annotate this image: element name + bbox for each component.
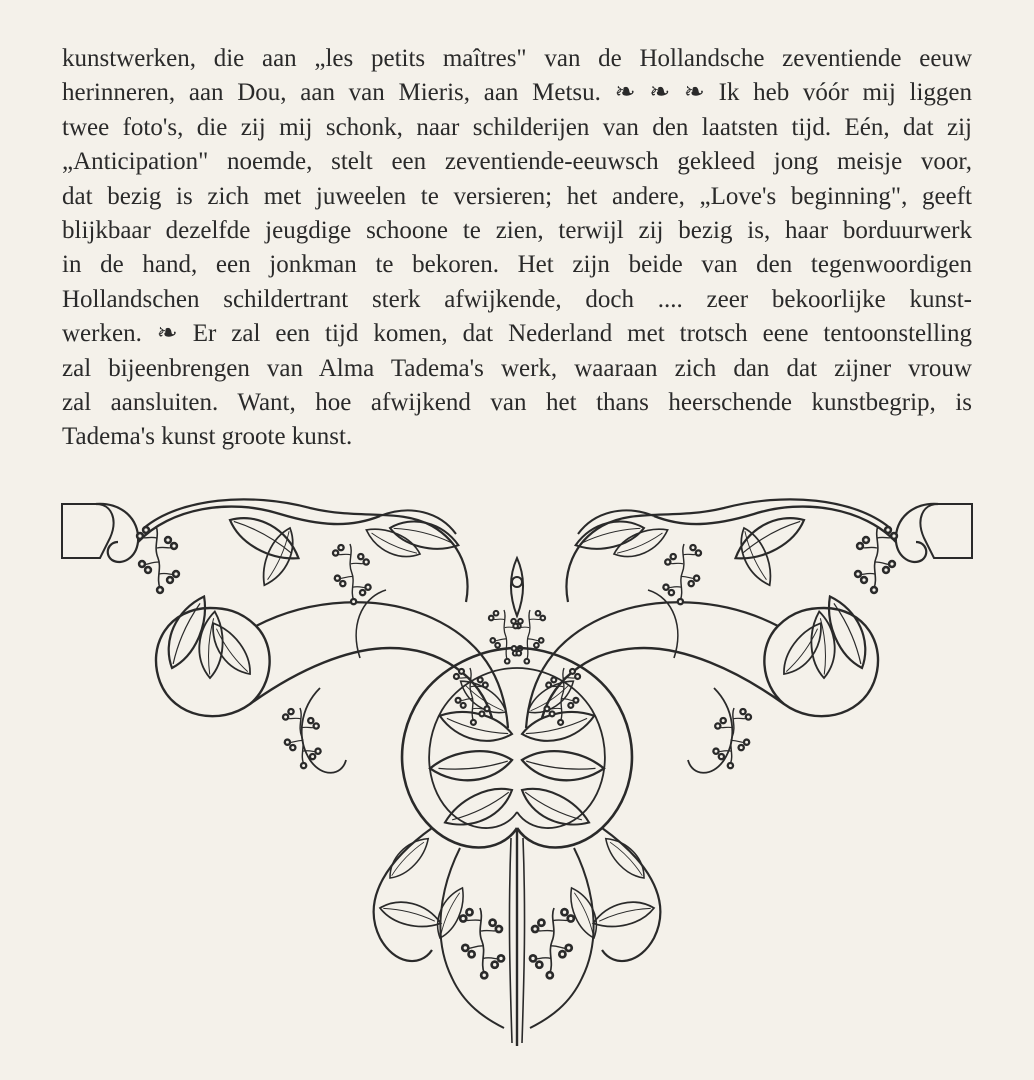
body-paragraph (62, 42, 972, 455)
text-line-12: Tadema's kunst groote kunst. (62, 423, 353, 451)
text-line-2: herinneren, aan Dou, aan van Mieris, aan Metsu. ❧ ❧ ❧ Ik heb vóór mij liggen (62, 79, 972, 107)
text-line-10: zal bijeenbrengen van Alma Tadema's werk, waaraan zich dan dat zijner vrouw (62, 354, 972, 382)
art-nouveau-floral-tailpiece-icon (60, 498, 974, 1050)
text-line-9: werken. ❧ Er zal een tijd komen, dat Nederland met trotsch eene tentoonstelling (62, 320, 972, 348)
text-line-7: in de hand, een jonkman te bekoren. Het zijn beide van den tegenwoordigen (62, 251, 972, 279)
text-line-8: Hollandschen schildertrant sterk afwijkende, doch .... zeer bekoorlijke kunst- (62, 285, 972, 313)
text-line-3: twee foto's, die zij mij schonk, naar schilderijen van den laatsten tijd. Eén, dat zij (62, 113, 972, 141)
text-line-5: dat bezig is zich met juweelen te versieren; het andere, „Love's beginning", geeft (62, 182, 972, 210)
text-line-1: kunstwerken, die aan „les petits maîtres" van de Hollandsche zeventiende eeuw (62, 45, 972, 72)
text-line-4: „Anticipation" noemde, stelt een zeventiende-eeuwsch gekleed jong meisje voor, (62, 148, 972, 176)
text-line-11: zal aansluiten. Want, hoe afwijkend van het thans heerschende kunstbegrip, is (62, 388, 972, 416)
text-line-6: blijkbaar dezelfde jeugdige schoone te zien, terwijl zij bezig is, haar borduurwerk (62, 216, 972, 244)
